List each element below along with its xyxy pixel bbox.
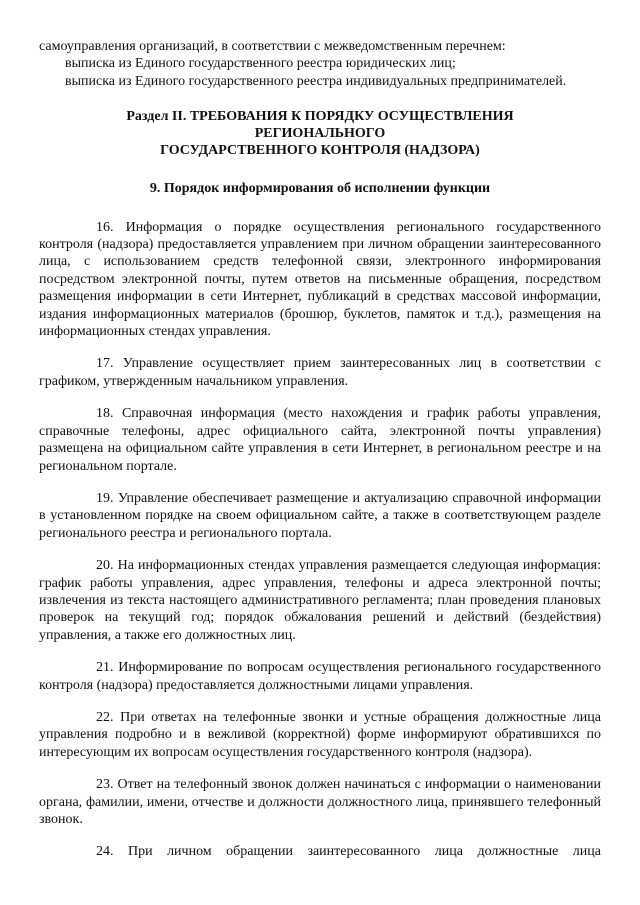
section-title-line-3: ГОСУДАРСТВЕННОГО КОНТРОЛЯ (НАДЗОРА): [160, 143, 480, 159]
intro-line-3: выписка из Единого государственного реестра индивидуальных предпринимателей.: [65, 73, 567, 89]
intro-line-1: самоуправления организаций, в соответствии с межведомственным перечнем:: [39, 39, 506, 54]
paragraph-21: 21. Информирование по вопросам осуществления регионального государственного контроля (надзора) предоставляется должностными лицами управления.: [39, 660, 601, 693]
paragraph-18: 18. Справочная информация (место нахождения и график работы управления, справочные телефоны, адрес официального сайта, электронной почты управления) размещена на официальном сайте управления в сети Интернет, в региональном реестре и на региональном портале.: [39, 406, 601, 474]
paragraph-20: 20. На информационных стендах управления размещается следующая информация: график работы управления, адрес управления, телефоны и адреса электронной почты; извлечения из текста настоящего административного регламента; план проведения плановых проверок на текущий год; порядок обжалования решений и действий (бездействия) управления, а также его должностных лиц.: [39, 558, 601, 643]
section-title-line-2: РЕГИОНАЛЬНОГО: [254, 126, 386, 142]
intro-line-2: выписка из Единого государственного реестра юридических лиц;: [65, 56, 456, 72]
section-title-line-1: Раздел II. ТРЕБОВАНИЯ К ПОРЯДКУ ОСУЩЕСТВЛЕНИЯ: [126, 109, 514, 125]
section-title: [39, 108, 601, 159]
paragraph-22: 22. При ответах на телефонные звонки и устные обращения должностные лица управления подробно и в вежливой (корректной) форме информируют обратившихся по интересующим их вопросам осуществления государственного контроля (надзора).: [39, 709, 601, 760]
paragraph-24: 24. При личном обращении заинтересованного лица должностные лица: [96, 844, 601, 860]
paragraph-16: 16. Информация о порядке осуществления регионального государственного контроля (надзора) предоставляется управлением при личном обращении заинтересованного лица, с использованием средств телефонной связи, электронного информирования посредством электронной почты, путем ответов на письменные обращения, посредством размещения информации в сети Интернет, публикаций в средствах массовой информации, издания информационных материалов (брошюр, буклетов, памяток и т.д.), размещения на информационных стендах управления.: [39, 219, 601, 340]
paragraph-23: 23. Ответ на телефонный звонок должен начинаться с информации о наименовании органа, фамилии, имени, отчестве и должности должностного лица, принявшего телефонный звонок.: [39, 777, 601, 827]
subsection-title: 9. Порядок информирования об исполнении функции: [149, 181, 491, 197]
paragraph-17: 17. Управление осуществляет прием заинтересованных лиц в соответствии с графиком, утвержденным начальником управления.: [39, 356, 601, 389]
paragraph-19: 19. Управление обеспечивает размещение и актуализацию справочной информации в установленном порядке на своем официальном сайте, а также в соответствующем разделе регионального реестра и регионального портала.: [39, 490, 601, 541]
document-page: [39, 38, 601, 861]
